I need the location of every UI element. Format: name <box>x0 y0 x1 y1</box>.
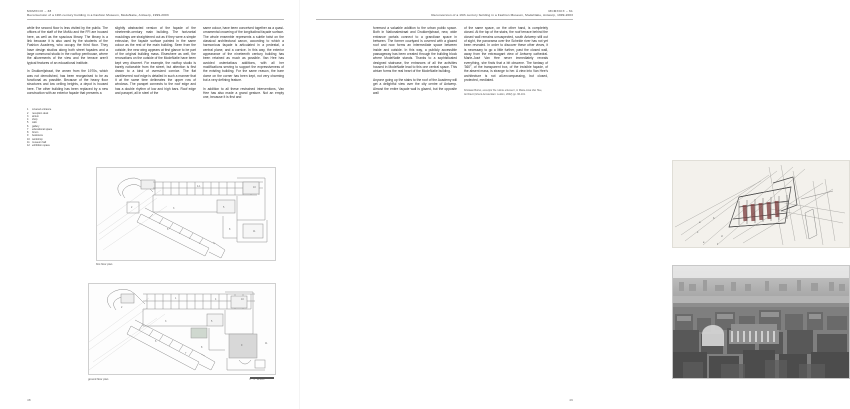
right-page-number: 49 <box>569 398 573 402</box>
svg-text:d: d <box>721 235 723 238</box>
right-running-head-folio: MCMXCIX – 61 <box>548 9 573 13</box>
paragraph: Anyone going up the stairs to the roof of the Academy will get a delightful view over the city centre of Antwerp. Almost the entire façade wall is glazed, but the opposite wall <box>373 77 457 95</box>
legend-label: workshop <box>32 137 43 141</box>
svg-text:11: 11 <box>265 342 268 345</box>
legend-label: museum hall <box>32 140 47 144</box>
legend-label: covered entrance <box>32 108 52 112</box>
paragraph: slightly abstracted version of the façade of the nineteenth-century main building. The horizontal mouldings are straightened out as if they were a simple extrusion, the façade surface painted in the same colour as the rest of the main building. Seen from the outside, the new wing appears at first glance to be part of the original building mass. Elsewhere as well, the renovations on the outside of the ModeNatie have been kept very discreet. For example, the rooftop studio is barely noticeable from the street, but attention is first drawn to a kind of oversized cornice. The flat cantilevered roof edge is detailed in such a manner that it at the same time delineates the upper row of windows. The parapet connects to the roof edge and has a double rhythm of low and high bars. Roof edge and parapet, all in steel of the <box>115 25 196 96</box>
svg-text:f: f <box>717 243 718 246</box>
scale-bar-ticks <box>250 379 274 381</box>
right-column-2 <box>464 26 548 100</box>
paragraph: In addition to all these restrained interventions, Van Hee has also made a grand gesture. Not an empty one, because it is first and <box>203 86 284 100</box>
svg-text:5: 5 <box>223 206 225 209</box>
svg-text:2: 2 <box>131 206 133 209</box>
right-text-columns <box>373 26 573 100</box>
scale-bar-segment <box>266 377 274 379</box>
legend-number: 6 <box>27 124 29 128</box>
paragraph: same colour, have been conceived together as a quasi-ornamental crowning of the longitudinal façade surface. The whole ensemble represents a subtle twist on the classical architectural canon, according to which a harmonious façade is articulated in a pedestal, a central plane, and a cornice. In this way, the exterior appearance of the nineteenth century building has been retained as much as possible. Van Hee has avoided ostentatious additions, with all her modifications serving to support the expressiveness of the existing building. For the same reason, the bare dome on the corner has been kept, not very charming but a very defining feature. <box>203 25 284 83</box>
legend-number: 8 <box>27 131 29 135</box>
right-running-head <box>316 9 573 19</box>
legend-label: gallery <box>32 124 40 128</box>
scale-tick: 0 <box>249 379 251 382</box>
svg-text:1: 1 <box>175 297 177 300</box>
legend-number: 10 <box>27 137 30 141</box>
legend-label: forum <box>32 131 39 135</box>
legend-label: bookstore <box>32 134 43 138</box>
svg-text:6: 6 <box>167 228 169 231</box>
legend-item <box>27 144 108 147</box>
legend-label: café <box>32 121 37 125</box>
legend-number: 5 <box>27 121 29 125</box>
right-running-head-title: Reconversion of a 19th century building in a Fashion Museum, ModeNatie, Antwerp, 1999-2003 <box>431 13 573 18</box>
legend-number: 1 <box>27 108 29 112</box>
first-floor-plan-drawing <box>96 167 276 261</box>
ground-floor-plan-drawing <box>88 283 276 375</box>
legend-number: 11 <box>27 140 30 144</box>
aerial-photo-svg <box>673 266 849 378</box>
left-column-3 <box>203 26 284 147</box>
svg-text:b: b <box>713 217 715 220</box>
legend-label: reception desk <box>32 111 49 115</box>
legend-label: shop <box>32 118 38 122</box>
left-column-2 <box>115 26 196 147</box>
first-floor-plan-caption: first floor plan <box>96 262 113 266</box>
svg-text:6: 6 <box>155 340 157 343</box>
svg-text:4: 4 <box>215 298 217 301</box>
svg-text:2: 2 <box>121 306 123 309</box>
legend-label: exhibition space <box>32 144 50 148</box>
svg-text:e: e <box>703 241 705 244</box>
aerial-photo-figure <box>672 265 850 379</box>
legend-number: 9 <box>27 134 29 138</box>
legend-number: 7 <box>27 127 29 131</box>
legend-number: 12 <box>27 144 30 148</box>
svg-text:10: 10 <box>241 298 244 301</box>
ground-floor-plan-figure <box>88 283 274 381</box>
left-running-head <box>27 9 284 19</box>
paragraph: while the second floor is less visited by the public. The offices of the staff of the MoMu and the FFI are housed here, as well as the spacious library. The library is a link because it is also used by the students of the Fashion Academy, who occupy the third floor. They have design studios along both street façades and a large communal studio in the rooftop penthouse, where the allurements of the view and the terrace aren't typical features of an educational institute. <box>27 25 108 65</box>
legend-label: atrium <box>32 114 39 118</box>
svg-text:a: a <box>699 221 701 224</box>
paragraph: of the same space, on the other hand, is completely closed. At the top of the stairs, the roof terrace behind the closed wall remains unsuspected, south Antwerp still out of sight, the panorama over the Schelde river has not yet been revealed. In order to discover these other views, it is necessary to go a little further, past the closed wall, away from the extravagant view of Antwerp cathedral. Marie-José Van Hee never immediately reveals everything, she finds that a bit obscene. The fantasy of '360°, of the transparent box, of the invisible façade, of the absent mass, is strange to her. A view into Van Hee's architecture is not all-encompassing, but closed, protected, mediated. <box>464 25 548 83</box>
scale-bar <box>250 375 274 381</box>
svg-text:c: c <box>697 231 699 234</box>
left-page-number: 48 <box>27 398 31 402</box>
left-text-columns <box>27 26 284 147</box>
ground-floor-plan-svg <box>89 284 275 374</box>
svg-text:8: 8 <box>229 228 231 231</box>
svg-text:3: 3 <box>173 207 175 210</box>
source-reference: Kristiaan Borret, excerpts 'De ruimte ertussen', in Marie-José Van Hee, Architect (Ghent-Amsterdam: Ludion, 2002) pp. 96-101. <box>464 89 543 96</box>
paragraph: foremost a valuable addition to the urban public space. Both in Nationalestraat and Drukkerijstraat, new, wide entrance portals connect to a grandiose space in between. The former courtyard is covered with a glazed roof and now forms an intermediate space between inside and outside. In this way, a publicly accessible passageway has been created through the building block where ModeNatie stands. Thanks to a sophisticated designed staircase, the entrances of all the activities housed in ModeNatie lead to this one central space. This atrium forms the real heart of the ModeNatie building. <box>373 25 457 74</box>
legend-number: 3 <box>27 114 29 118</box>
paragraph: In Drukkerijstraat, the annex from the 1970s, which was not demolished, has been reorganised to be as functional as possible. Because of the heavy floor structures and low ceiling heights, a depot is housed here. The other building has been replaced by a new construction with an exterior façade that presents a <box>27 69 108 95</box>
svg-text:7: 7 <box>185 352 187 355</box>
plan-legend <box>27 108 108 147</box>
left-page <box>0 0 300 409</box>
scale-tick: 5 <box>253 379 255 382</box>
legend-number: 2 <box>27 111 29 115</box>
svg-text:3: 3 <box>165 320 167 323</box>
svg-text:8: 8 <box>201 346 203 349</box>
left-column-1 <box>27 26 108 147</box>
concept-sketch-figure <box>672 160 850 248</box>
left-running-head-title: Reconversion of a 19th century building in a Fashion Museum, ModeNatie, Antwerp, 1999-2003 <box>27 13 169 18</box>
scale-tick: 15m <box>259 379 265 382</box>
right-column-1 <box>373 26 457 100</box>
svg-text:11: 11 <box>253 230 256 233</box>
first-floor-plan-svg <box>97 168 275 260</box>
svg-text:4-1: 4-1 <box>197 185 201 188</box>
svg-text:10: 10 <box>253 186 256 189</box>
ground-floor-plan-caption: ground floor plan <box>88 377 109 381</box>
legend-label: educational space <box>32 127 53 131</box>
first-floor-plan-figure <box>96 167 274 266</box>
svg-text:5: 5 <box>211 320 213 323</box>
svg-text:9: 9 <box>241 344 243 347</box>
scale-tick: 10 <box>256 379 260 382</box>
left-running-head-folio: MCMXCIX – 38 <box>27 9 52 13</box>
right-page <box>300 0 723 409</box>
legend-number: 4 <box>27 118 29 122</box>
concept-sketch-svg <box>673 161 849 247</box>
